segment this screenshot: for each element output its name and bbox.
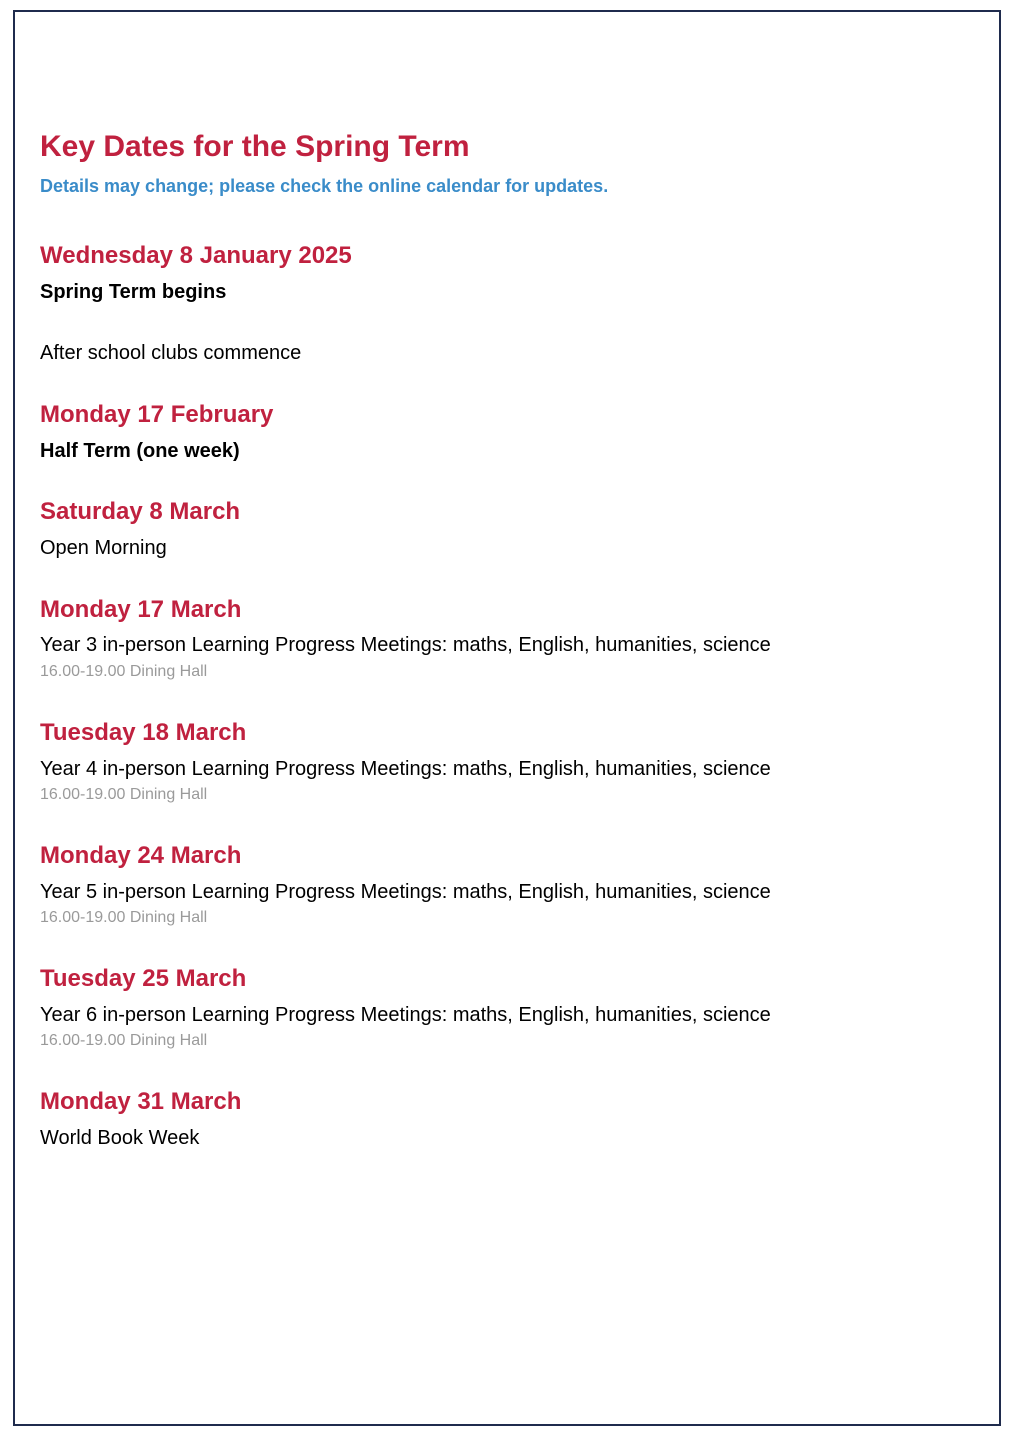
- event-time-location: 16.00-19.00 Dining Hall: [40, 663, 208, 680]
- event-date: Tuesday 18 March: [40, 719, 247, 746]
- event-date: Monday 17 March: [40, 596, 242, 623]
- event-description: Half Term (one week): [40, 440, 240, 462]
- event-date: Tuesday 25 March: [40, 965, 247, 992]
- event-time-location: 16.00-19.00 Dining Hall: [40, 1032, 208, 1049]
- event-time-location: 16.00-19.00 Dining Hall: [40, 786, 208, 803]
- event-description: World Book Week: [40, 1127, 200, 1149]
- event-date: Monday 17 February: [40, 401, 274, 428]
- event-description: Year 3 in-person Learning Progress Meetings: maths, English, humanities, science: [40, 634, 771, 656]
- event-date: Monday 24 March: [40, 842, 242, 869]
- event-time-location: 16.00-19.00 Dining Hall: [40, 909, 208, 926]
- page-border: [13, 10, 1001, 1426]
- event-description: Year 4 in-person Learning Progress Meetings: maths, English, humanities, science: [40, 758, 771, 780]
- event-date: Wednesday 8 January 2025: [40, 242, 352, 269]
- page-subtitle: Details may change; please check the online calendar for updates.: [40, 176, 609, 196]
- event-description: Year 5 in-person Learning Progress Meetings: maths, English, humanities, science: [40, 881, 771, 903]
- event-description: Open Morning: [40, 537, 167, 559]
- page-title: Key Dates for the Spring Term: [40, 130, 470, 163]
- event-description: After school clubs commence: [40, 342, 302, 364]
- event-description: Spring Term begins: [40, 281, 227, 303]
- event-date: Saturday 8 March: [40, 498, 241, 525]
- event-date: Monday 31 March: [40, 1088, 242, 1115]
- event-description: Year 6 in-person Learning Progress Meetings: maths, English, humanities, science: [40, 1004, 771, 1026]
